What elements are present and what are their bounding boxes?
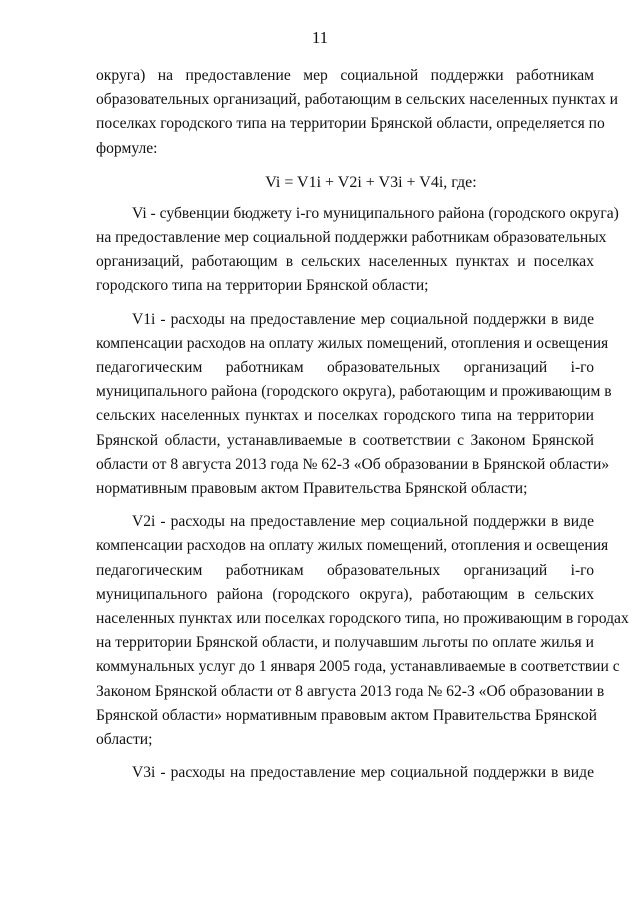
document-body	[96, 64, 629, 785]
text-line: компенсации расходов на оплату жилых помещений, отопления и освещения	[96, 334, 609, 352]
text-line: Брянской области» нормативным правовым актом Правительства Брянской	[96, 706, 597, 724]
definition-v1i	[96, 308, 612, 502]
text-line: педагогическим работникам образовательных организаций i-го	[96, 359, 594, 377]
text-line: V1i - расходы на предоставление мер социальной поддержки в виде	[132, 310, 594, 328]
text-line: сельских населенных пунктах и поселках городского типа на территории	[96, 407, 594, 425]
text-line: формуле:	[96, 139, 158, 157]
text-line: педагогическим работникам образовательных организаций i-го	[96, 561, 594, 579]
text-line: V3i - расходы на предоставление мер социальной поддержки в виде	[132, 764, 594, 782]
text-line: области от 8 августа 2013 года № 62-З «Об образовании в Брянской области»	[96, 455, 610, 473]
text-line: Vi - субвенции бюджету i-го муниципального района (городского округа)	[132, 204, 619, 222]
text-line: компенсации расходов на оплату жилых помещений, отопления и освещения	[96, 537, 609, 555]
text-line: нормативным правовым актом Правительства Брянской области;	[96, 480, 528, 498]
definition-v2i	[96, 510, 629, 752]
text-line: на территории Брянской области, и получавшим льготы по оплате жилья и	[96, 634, 594, 652]
text-line: области;	[96, 731, 153, 749]
text-line: на предоставление мер социальной поддержки работникам образовательных	[96, 229, 607, 247]
text-line: поселках городского типа на территории Брянской области, определяется по	[96, 115, 605, 133]
text-line: образовательных организаций, работающим в сельских населенных пунктах и	[96, 91, 619, 109]
definition-vi	[96, 202, 619, 299]
text-line: муниципального района (городского округа), работающим и проживающим в	[96, 383, 612, 401]
text-line: муниципального района (городского округа), работающим в сельских	[96, 585, 594, 603]
text-line: V2i - расходы на предоставление мер социальной поддержки в виде	[132, 513, 594, 531]
text-line: округа) на предоставление мер социальной поддержки работникам	[96, 67, 594, 84]
text-line: коммунальных услуг до 1 января 2005 года, устанавливаемые в соответствии с	[96, 658, 620, 676]
text-line: населенных пунктах или поселках городского типа, но проживающим в городах	[96, 610, 629, 628]
text-line: организаций, работающим в сельских населенных пунктах и поселках	[96, 253, 594, 271]
text-line: городского типа на территории Брянской области;	[96, 277, 429, 295]
intro-paragraph	[96, 64, 619, 161]
formula: Vi = V1i + V2i + V3i + V4i, где:	[265, 173, 477, 191]
definition-v3i	[96, 761, 594, 785]
text-line: Законом Брянской области от 8 августа 2013 года № 62-З «Об образовании в	[96, 682, 605, 700]
page-number: 11	[311, 28, 329, 47]
text-line: Брянской области, устанавливаемые в соответствии с Законом Брянской	[96, 431, 594, 449]
